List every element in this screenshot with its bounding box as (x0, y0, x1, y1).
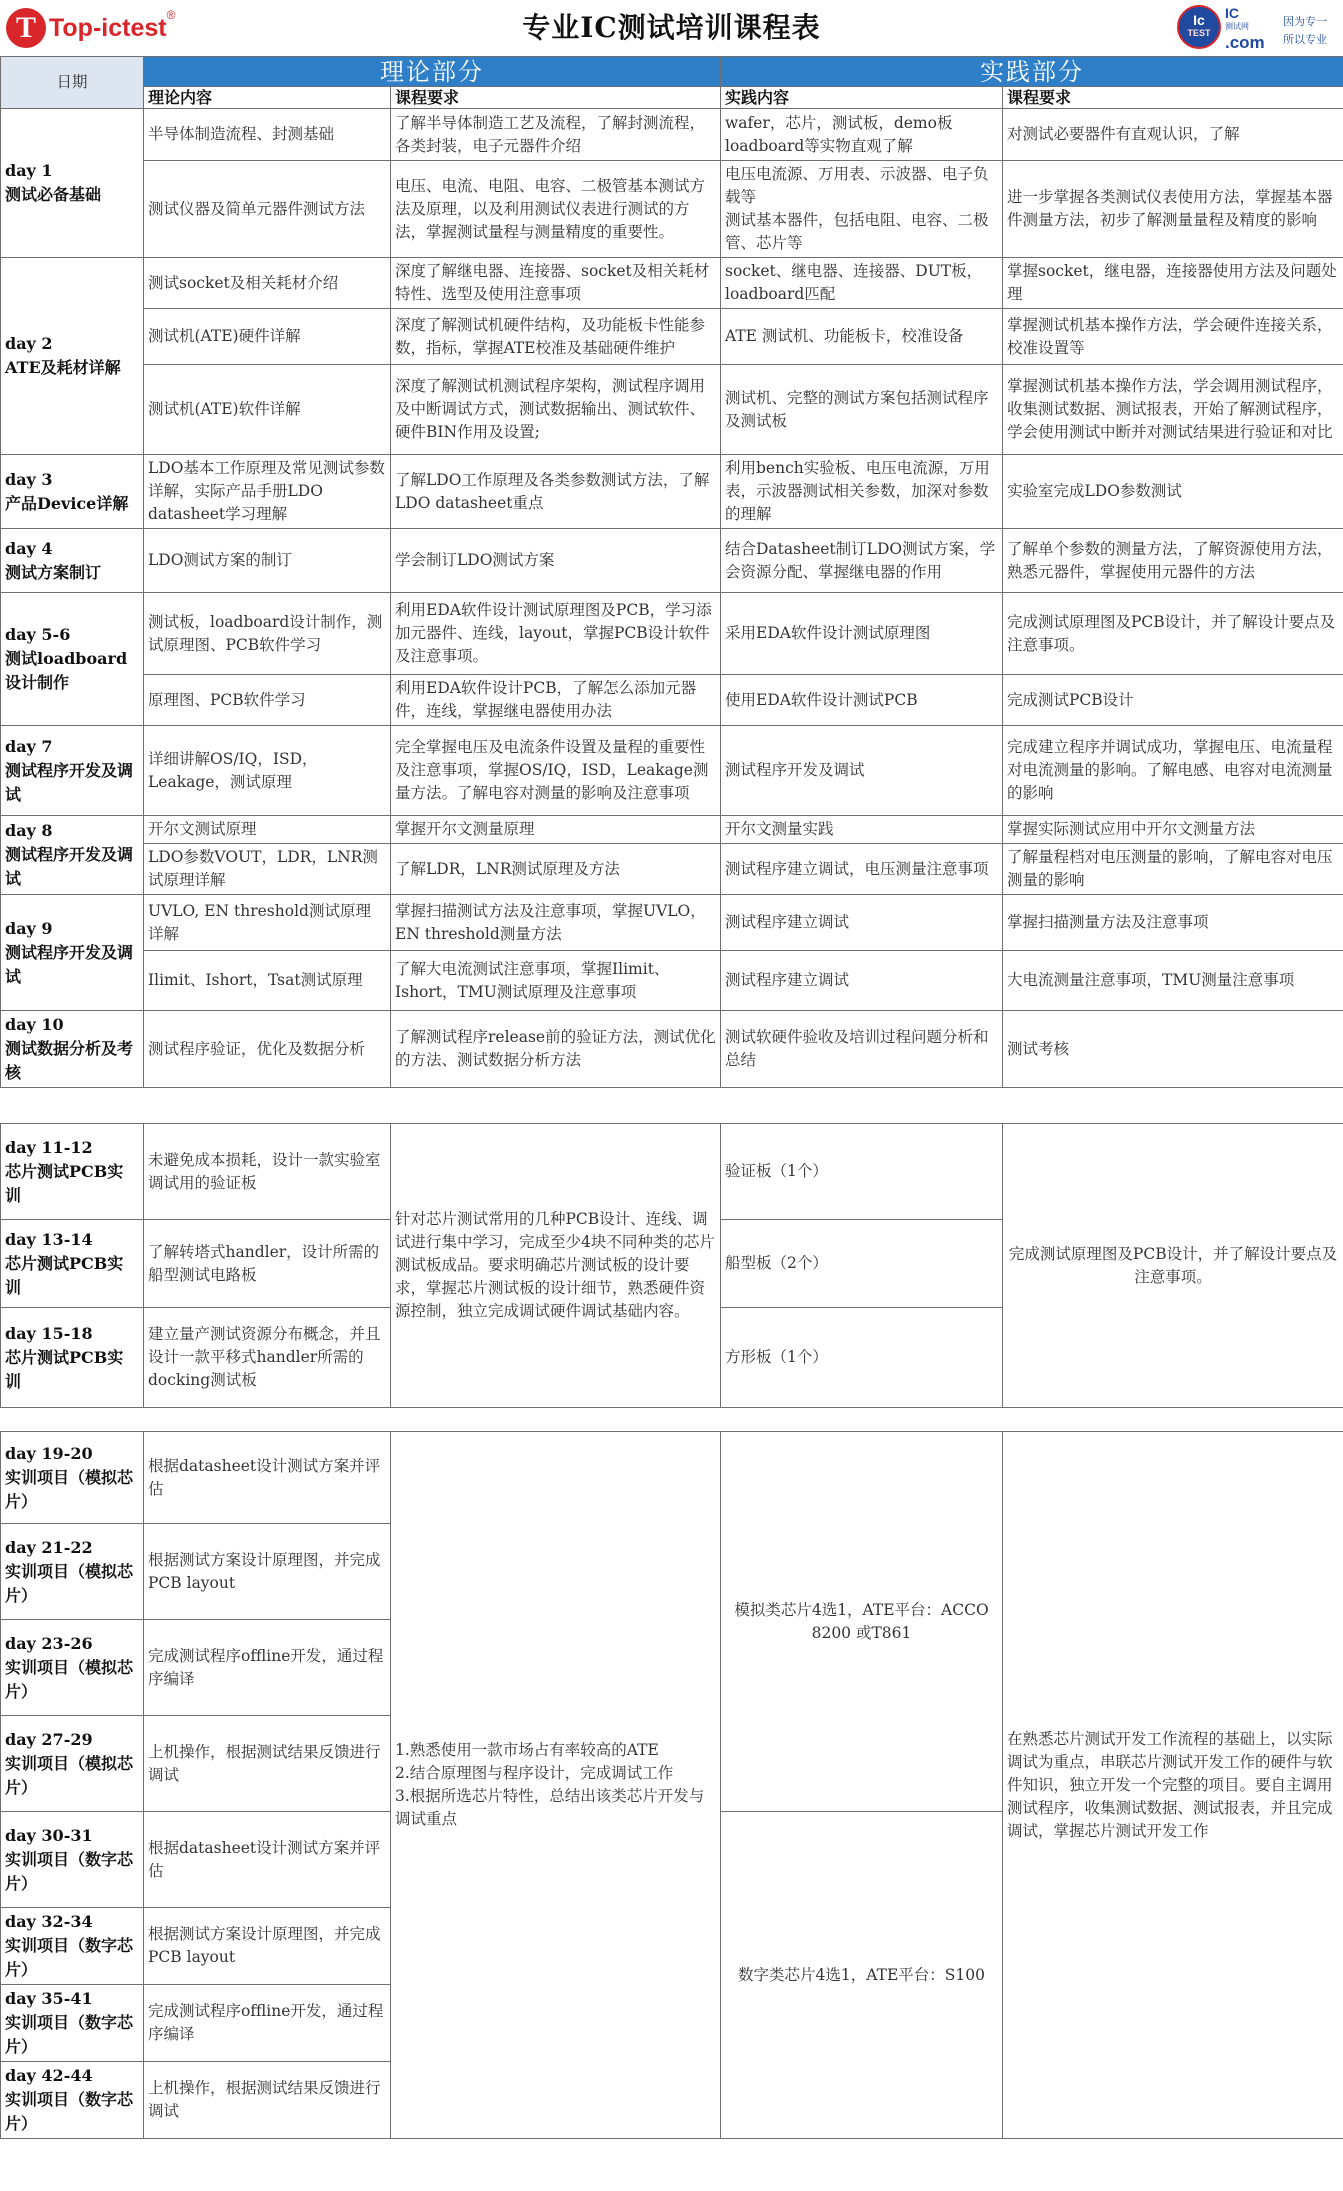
theory-content-cell: 完成测试程序offline开发，通过程序编译 (144, 1985, 391, 2062)
logo-t-icon: T (6, 8, 46, 48)
page-title: 专业IC测试培训课程表 (522, 11, 821, 44)
day-cell: day 1 测试必备基础 (1, 109, 144, 258)
theory-req-cell: 1.熟悉使用一款市场占有率较高的ATE 2.结合原理图与程序设计，完成调试工作 3.根据所选芯片特性，总结出该类芯片开发与调试重点 (391, 1432, 721, 2139)
practice-content-cell: 测试程序开发及调试 (721, 726, 1003, 816)
theory-req-cell: 利用EDA软件设计测试原理图及PCB，学习添加元器件、连线，layout，掌握PCB设计软件及注意事项。 (391, 593, 721, 675)
theory-header: 理论部分 (144, 57, 721, 87)
practice-content-cell: 船型板（2个） (721, 1220, 1003, 1308)
day-cell: day 27-29 实训项目（模拟芯片） (1, 1716, 144, 1812)
practice-req-cell: 完成建立程序并调试成功，掌握电压、电流量程对电流测量的影响。了解电感、电容对电流测量的影响 (1003, 726, 1343, 816)
table-row (1, 895, 1343, 951)
logo-mid-small: 测试网 (1225, 22, 1249, 31)
theory-content-cell: 建立量产测试资源分布概念，并且设计一款平移式handler所需的docking测试板 (144, 1308, 391, 1408)
theory-req-cell: 掌握开尔文测量原理 (391, 816, 721, 844)
theory-content-cell: 根据datasheet设计测试方案并评估 (144, 1432, 391, 1524)
day-cell: day 15-18 芯片测试PCB实训 (1, 1308, 144, 1408)
theory-content-cell: Ilimit、Ishort，Tsat测试原理 (144, 951, 391, 1011)
ictest-logo (1177, 3, 1339, 53)
logo-ic-text: Ic (1193, 12, 1205, 28)
practice-content-cell: socket、继电器、连接器、DUT板，loadboard匹配 (721, 258, 1003, 309)
day-cell: day 4 测试方案制订 (1, 529, 144, 593)
day-cell: day 11-12 芯片测试PCB实训 (1, 1124, 144, 1220)
theory-content-cell: 根据datasheet设计测试方案并评估 (144, 1812, 391, 1908)
theory-content-cell: LDO基本工作原理及常见测试参数详解，实际产品手册LDO datasheet学习理解 (144, 455, 391, 529)
practice-content-cell: 开尔文测量实践 (721, 816, 1003, 844)
table-row (1, 365, 1343, 455)
section-gap (1, 1408, 1343, 1432)
theory-req-cell: 深度了解测试机测试程序架构，测试程序调用及中断调试方式，测试数据输出、测试软件、硬件BIN作用及设置; (391, 365, 721, 455)
practice-req-cell: 掌握扫描测量方法及注意事项 (1003, 895, 1343, 951)
table-row (1, 529, 1343, 593)
practice-content-cell: 方形板（1个） (721, 1308, 1003, 1408)
theory-req-cell: 了解LDR，LNR测试原理及方法 (391, 844, 721, 895)
logo-mid-ic: IC (1225, 5, 1239, 21)
page-header (0, 0, 1343, 56)
theory-req-cell: 针对芯片测试常用的几种PCB设计、连线、调试进行集中学习，完成至少4块不同种类的芯片测试板成品。要求明确芯片测试板的设计要求，掌握芯片测试板的设计细节，熟悉硬件资源控制，独立完成调试硬件调试基础内容。 (391, 1124, 721, 1408)
day-cell: day 13-14 芯片测试PCB实训 (1, 1220, 144, 1308)
theory-content-cell: 详细讲解OS/IQ，ISD，Leakage，测试原理 (144, 726, 391, 816)
theory-content-cell: 测试板，loadboard设计制作，测试原理图、PCB软件学习 (144, 593, 391, 675)
theory-req-cell: 掌握扫描测试方法及注意事项，掌握UVLO，EN threshold测量方法 (391, 895, 721, 951)
day-cell: day 8 测试程序开发及调试 (1, 816, 144, 895)
theory-content-cell: LDO测试方案的制订 (144, 529, 391, 593)
table-row (1, 309, 1343, 365)
logo-tag-2: 所以专业 (1283, 33, 1327, 46)
practice-req-cell: 在熟悉芯片测试开发工作流程的基础上，以实际调试为重点，串联芯片测试开发工作的硬件与软件知识，独立开发一个完整的项目。要自主调用测试程序，收集测试数据、测试报表，并且完成调试，掌握芯片测试开发工作 (1003, 1432, 1343, 2139)
table-row (1, 1011, 1343, 1088)
practice-req-cell: 进一步掌握各类测试仪表使用方法，掌握基本器件测量方法，初步了解测量量程及精度的影响 (1003, 161, 1343, 258)
schedule-table (0, 56, 1343, 2139)
table-row (1, 161, 1343, 258)
theory-content-cell: 测试socket及相关耗材介绍 (144, 258, 391, 309)
day-cell: day 2 ATE及耗材详解 (1, 258, 144, 455)
practice-req-cell: 掌握测试机基本操作方法，学会硬件连接关系，校准设置等 (1003, 309, 1343, 365)
practice-content-cell: 验证板（1个） (721, 1124, 1003, 1220)
practice-content-cell: 模拟类芯片4选1，ATE平台：ACCO 8200 或T861 (721, 1432, 1003, 1812)
practice-req-cell: 完成测试原理图及PCB设计，并了解设计要点及注意事项。 (1003, 1124, 1343, 1408)
practice-content-cell: 结合Datasheet制订LDO测试方案，学会资源分配、掌握继电器的作用 (721, 529, 1003, 593)
col-practice-content: 实践内容 (721, 87, 1003, 109)
table-row (1, 258, 1343, 309)
practice-content-cell: 测试程序建立调试，电压测量注意事项 (721, 844, 1003, 895)
ictest-circle-icon (1177, 5, 1221, 49)
practice-req-cell: 测试考核 (1003, 1011, 1343, 1088)
day-cell: day 3 产品Device详解 (1, 455, 144, 529)
table-row (1, 816, 1343, 844)
practice-req-cell: 掌握测试机基本操作方法，学会调用测试程序，收集测试数据、测试报表，开始了解测试程序，学会使用测试中断并对测试结果进行验证和对比 (1003, 365, 1343, 455)
section-gap (1, 1088, 1343, 1124)
practice-content-cell: 测试程序建立调试 (721, 951, 1003, 1011)
theory-req-cell: 了解LDO工作原理及各类参数测试方法，了解LDO datasheet重点 (391, 455, 721, 529)
table-row (1, 1432, 1343, 1524)
practice-req-cell: 完成测试原理图及PCB设计，并了解设计要点及注意事项。 (1003, 593, 1343, 675)
theory-req-cell: 学会制订LDO测试方案 (391, 529, 721, 593)
theory-req-cell: 深度了解继电器、连接器、socket及相关耗材特性、选型及使用注意事项 (391, 258, 721, 309)
col-theory-req: 课程要求 (391, 87, 721, 109)
theory-content-cell: 测试机(ATE)软件详解 (144, 365, 391, 455)
theory-content-cell: 未避免成本损耗，设计一款实验室调试用的验证板 (144, 1124, 391, 1220)
day-cell: day 9 测试程序开发及调试 (1, 895, 144, 1011)
day-cell: day 30-31 实训项目（数字芯片） (1, 1812, 144, 1908)
practice-content-cell: wafer，芯片，测试板，demo板loadboard等实物直观了解 (721, 109, 1003, 161)
practice-content-cell: 使用EDA软件设计测试PCB (721, 675, 1003, 726)
logo-text: Top-ictest (49, 13, 167, 42)
practice-content-cell: 数字类芯片4选1，ATE平台：S100 (721, 1812, 1003, 2139)
logo-mid (1225, 7, 1249, 33)
practice-req-cell: 对测试必要器件有直观认识，了解 (1003, 109, 1343, 161)
theory-content-cell: 测试机(ATE)硬件详解 (144, 309, 391, 365)
registered-mark: ® (166, 8, 176, 22)
theory-content-cell: 根据测试方案设计原理图，并完成PCB layout (144, 1908, 391, 1985)
theory-req-cell: 完全掌握电压及电流条件设置及量程的重要性及注意事项，掌握OS/IQ，ISD，Leakage测量方法。了解电容对测量的影响及注意事项 (391, 726, 721, 816)
theory-content-cell: 测试仪器及简单元器件测试方法 (144, 161, 391, 258)
practice-req-cell: 了解单个参数的测量方法，了解资源使用方法，熟悉元器件，掌握使用元器件的方法 (1003, 529, 1343, 593)
practice-content-cell: ATE 测试机、功能板卡，校准设备 (721, 309, 1003, 365)
table-row (1, 844, 1343, 895)
table-row (1, 109, 1343, 161)
theory-content-cell: 上机操作，根据测试结果反馈进行调试 (144, 2062, 391, 2139)
table-row (1, 675, 1343, 726)
day-cell: day 21-22 实训项目（模拟芯片） (1, 1524, 144, 1620)
section-gap-cell (1, 1088, 1343, 1124)
practice-req-cell: 掌握socket，继电器，连接器使用方法及问题处理 (1003, 258, 1343, 309)
practice-content-cell: 利用bench实验板、电压电流源，万用表，示波器测试相关参数，加深对参数的理解 (721, 455, 1003, 529)
table-row (1, 1124, 1343, 1220)
logo-tagline (1283, 13, 1327, 49)
logo-test-text: TEST (1187, 28, 1211, 38)
theory-content-cell: 测试程序验证，优化及数据分析 (144, 1011, 391, 1088)
table-row (1, 593, 1343, 675)
day-cell: day 35-41 实训项目（数字芯片） (1, 1985, 144, 2062)
course-schedule-table (0, 56, 1343, 2139)
theory-content-cell: 原理图、PCB软件学习 (144, 675, 391, 726)
practice-req-cell: 实验室完成LDO参数测试 (1003, 455, 1343, 529)
logo-com: .com (1225, 33, 1265, 52)
table-row (1, 951, 1343, 1011)
practice-content-cell: 电压电流源、万用表、示波器、电子负载等 测试基本器件，包括电阻、电容、二极管、芯片等 (721, 161, 1003, 258)
day-cell: day 19-20 实训项目（模拟芯片） (1, 1432, 144, 1524)
practice-content-cell: 测试机、完整的测试方案包括测试程序及测试板 (721, 365, 1003, 455)
theory-content-cell: UVLO, EN threshold测试原理详解 (144, 895, 391, 951)
logo-tag-1: 因为专一 (1283, 15, 1327, 28)
theory-req-cell: 了解半导体制造工艺及流程，了解封测流程，各类封装，电子元器件介绍 (391, 109, 721, 161)
practice-content-cell: 测试软硬件验收及培训过程问题分析和总结 (721, 1011, 1003, 1088)
day-cell: day 7 测试程序开发及调试 (1, 726, 144, 816)
theory-req-cell: 了解大电流测试注意事项，掌握Ilimit、Ishort，TMU测试原理及注意事项 (391, 951, 721, 1011)
day-cell: day 42-44 实训项目（数字芯片） (1, 2062, 144, 2139)
date-header: 日期 (1, 57, 144, 109)
theory-content-cell: 开尔文测试原理 (144, 816, 391, 844)
section-gap-cell (1, 1408, 1343, 1432)
theory-content-cell: LDO参数VOUT，LDR，LNR测试原理详解 (144, 844, 391, 895)
theory-content-cell: 完成测试程序offline开发，通过程序编译 (144, 1620, 391, 1716)
theory-content-cell: 半导体制造流程、封测基础 (144, 109, 391, 161)
day-cell: day 32-34 实训项目（数字芯片） (1, 1908, 144, 1985)
theory-req-cell: 电压、电流、电阻、电容、二极管基本测试方法及原理，以及利用测试仪表进行测试的方法，掌握测试量程与测量精度的重要性。 (391, 161, 721, 258)
practice-content-cell: 采用EDA软件设计测试原理图 (721, 593, 1003, 675)
practice-req-cell: 完成测试PCB设计 (1003, 675, 1343, 726)
col-practice-req: 课程要求 (1003, 87, 1343, 109)
table-row (1, 455, 1343, 529)
theory-content-cell: 根据测试方案设计原理图，并完成PCB layout (144, 1524, 391, 1620)
practice-req-cell: 大电流测量注意事项，TMU测量注意事项 (1003, 951, 1343, 1011)
col-theory-content: 理论内容 (144, 87, 391, 109)
practice-req-cell: 了解量程档对电压测量的影响，了解电容对电压测量的影响 (1003, 844, 1343, 895)
table-row (1, 726, 1343, 816)
day-cell: day 10 测试数据分析及考核 (1, 1011, 144, 1088)
theory-req-cell: 利用EDA软件设计PCB，了解怎么添加元器件，连线，掌握继电器使用办法 (391, 675, 721, 726)
practice-req-cell: 掌握实际测试应用中开尔文测量方法 (1003, 816, 1343, 844)
practice-header: 实践部分 (721, 57, 1343, 87)
theory-req-cell: 深度了解测试机硬件结构，及功能板卡性能参数，指标，掌握ATE校准及基础硬件维护 (391, 309, 721, 365)
theory-content-cell: 了解转塔式handler，设计所需的船型测试电路板 (144, 1220, 391, 1308)
day-cell: day 5-6 测试loadboard设计制作 (1, 593, 144, 726)
day-cell: day 23-26 实训项目（模拟芯片） (1, 1620, 144, 1716)
theory-req-cell: 了解测试程序release前的验证方法，测试优化的方法、测试数据分析方法 (391, 1011, 721, 1088)
theory-content-cell: 上机操作，根据测试结果反馈进行调试 (144, 1716, 391, 1812)
practice-content-cell: 测试程序建立调试 (721, 895, 1003, 951)
